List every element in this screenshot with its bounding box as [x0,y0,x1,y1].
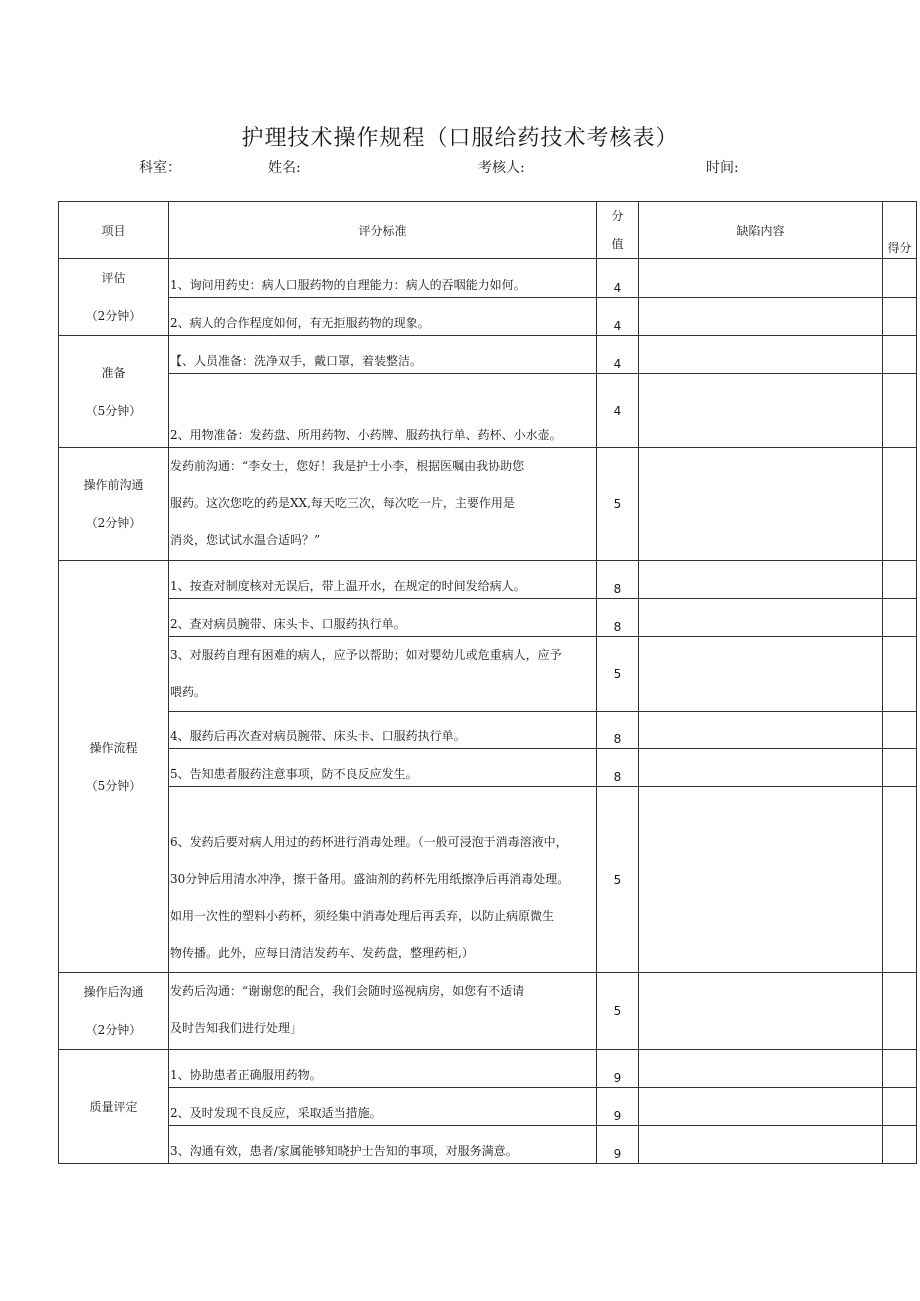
criteria-cell [169,297,597,336]
got-cell[interactable] [883,973,917,1050]
criteria-line: 6、发药后要对病人用过的药杯进行消毒处理。（一般可浸泡于消毒溶液中， [170,835,568,849]
criteria-line: 喂药。 [170,685,207,699]
section-label [59,973,169,1050]
criteria-line: 30分钟后用清水冲净，擦干备用。盛油剂的药杯先用纸擦净后再消毒处理。 [170,872,570,886]
defect-cell[interactable] [639,259,883,298]
score-cell: 5 [597,787,639,973]
header-criteria: 评分标准 [169,202,597,259]
defect-cell[interactable] [639,1050,883,1088]
criteria-cell [169,561,597,599]
got-cell[interactable] [883,259,917,298]
defect-cell[interactable] [639,973,883,1050]
got-cell[interactable] [883,297,917,336]
defect-cell[interactable] [639,297,883,336]
defect-cell[interactable] [639,561,883,599]
criteria-line: 物传播。此外，应每日清洁发药车、发药盘，整理药柜,） [170,946,474,960]
examiner-label: 考核人: [478,160,525,176]
criteria-cell [169,448,597,561]
criteria-line: 1、协助患者正确服用药物。 [170,1068,322,1082]
header-item: 项目 [59,202,169,259]
time-label: 时间: [706,160,739,176]
got-cell[interactable] [883,336,917,374]
criteria-line: 5、告知患者服药注意事项，防不良反应发生。 [170,767,418,781]
criteria-cell [169,336,597,374]
criteria-cell [169,1050,597,1088]
got-cell[interactable] [883,637,917,712]
section-label [59,1050,169,1164]
table-row [59,637,917,712]
defect-cell[interactable] [639,749,883,787]
table-row [59,259,917,298]
score-cell: 4 [597,336,639,374]
table-row [59,712,917,749]
criteria-line: 1、询问用药史：病人口服药物的自理能力：病人的吞咽能力如何。 [170,277,526,292]
header-got: 得分 [883,202,917,259]
table-row [59,787,917,973]
section-time: （5分钟） [85,778,142,793]
defect-cell[interactable] [639,336,883,374]
table-row [59,374,917,448]
got-cell[interactable] [883,1050,917,1088]
table-row [59,599,917,637]
table-row [59,1050,917,1088]
criteria-line: 消炎，您试试水温合适吗？” [170,533,321,547]
criteria-line: 2、用物准备：发药盘、所用药物、小药牌、服药执行单、药杯、小水壶。 [170,428,562,442]
criteria-cell [169,374,597,448]
criteria-cell [169,1088,597,1126]
table-row [59,297,917,336]
got-cell[interactable] [883,749,917,787]
criteria-line: 服药。这次您吃的药是XX,每天吃三次，每次吃一片，主要作用是 [170,496,515,510]
criteria-line: 2、及时发现不良反应，采取适当措施。 [170,1106,382,1120]
section-label [59,259,169,336]
got-cell[interactable] [883,448,917,561]
criteria-line: 3、沟通有效，患者/家属能够知晓护士告知的事项，对服务满意。 [170,1144,518,1158]
criteria-line: 3、对服药自理有困难的病人，应予以帮助；如对婴幼儿或危重病人，应予 [170,648,562,662]
section-time: （2分钟） [85,1023,142,1037]
criteria-cell [169,749,597,787]
defect-cell[interactable] [639,637,883,712]
page-title: 护理技术操作规程（口服给药技术考核表） [241,126,679,151]
criteria-line: 2、病人的合作程度如何，有无拒服药物的现象。 [170,316,430,330]
assessment-table [58,201,917,1164]
defect-cell[interactable] [639,1088,883,1126]
score-cell: 4 [597,297,639,336]
section-name: 评估 [101,271,126,285]
table-row [59,561,917,599]
criteria-cell [169,599,597,637]
section-label [59,561,169,973]
got-cell[interactable] [883,374,917,448]
score-cell: 5 [597,973,639,1050]
defect-cell[interactable] [639,448,883,561]
header-score [597,202,639,259]
name-label: 姓名: [268,160,301,176]
score-cell: 4 [597,374,639,448]
criteria-line: 【、人员准备：洗净双手，戴口罩，着装整洁。 [170,354,423,368]
header-score-line2: 值 [611,237,624,251]
criteria-line: 2、查对病员腕带、床头卡、口服药执行单。 [170,617,406,631]
got-cell[interactable] [883,561,917,599]
criteria-line: 如用一次性的塑料小药杯，须经集中消毒处理后再丢弃，以防止病原微生 [170,909,555,923]
score-cell: 9 [597,1126,639,1164]
score-cell: 9 [597,1050,639,1088]
criteria-cell [169,259,597,298]
criteria-cell [169,787,597,973]
section-name: 操作后沟通 [83,985,144,999]
table-row [59,448,917,561]
header-score-line1: 分 [611,209,624,223]
criteria-line: 发药前沟通：“李女士，您好！我是护士小李，根据医嘱由我协助您 [170,459,525,473]
got-cell[interactable] [883,1088,917,1126]
got-cell[interactable] [883,787,917,973]
criteria-cell [169,973,597,1050]
score-cell: 5 [597,448,639,561]
section-label [59,336,169,448]
criteria-line: 及时告知我们进行处理」 [170,1021,303,1035]
header-defects: 缺陷内容 [639,202,883,259]
score-cell: 8 [597,749,639,787]
section-time: （5分钟） [85,403,142,418]
table-row [59,336,917,374]
criteria-line: 发药后沟通：“谢谢您的配合，我们会随时巡视病房，如您有不适请 [170,984,525,998]
got-cell[interactable] [883,1126,917,1164]
criteria-cell [169,637,597,712]
score-cell: 8 [597,599,639,637]
section-name: 操作流程 [89,740,138,755]
section-time: （2分钟） [85,516,142,530]
criteria-line: 1、按查对制度核对无误后，带上温开水，在规定的时间发给病人。 [170,579,526,593]
defect-cell[interactable] [639,1126,883,1164]
criteria-cell [169,712,597,749]
defect-cell[interactable] [639,599,883,637]
table-row [59,973,917,1050]
department-label: 科室： [139,160,181,176]
score-cell: 8 [597,561,639,599]
score-cell: 8 [597,712,639,749]
table-row [59,1126,917,1164]
score-cell: 9 [597,1088,639,1126]
section-name: 质量评定 [89,1099,138,1114]
got-cell[interactable] [883,599,917,637]
section-name: 操作前沟通 [83,478,144,492]
section-name: 准备 [101,365,126,380]
table-row [59,749,917,787]
score-cell: 4 [597,259,639,298]
score-cell: 5 [597,637,639,712]
criteria-cell [169,1126,597,1164]
table-header-row [59,202,917,259]
got-cell[interactable] [883,712,917,749]
criteria-line: 4、服药后再次查对病员腕带、床头卡、口服药执行单。 [170,729,466,743]
defect-cell[interactable] [639,712,883,749]
section-label [59,448,169,561]
defect-cell[interactable] [639,374,883,448]
table-row [59,1088,917,1126]
defect-cell[interactable] [639,787,883,973]
section-time: （2分钟） [85,309,142,323]
